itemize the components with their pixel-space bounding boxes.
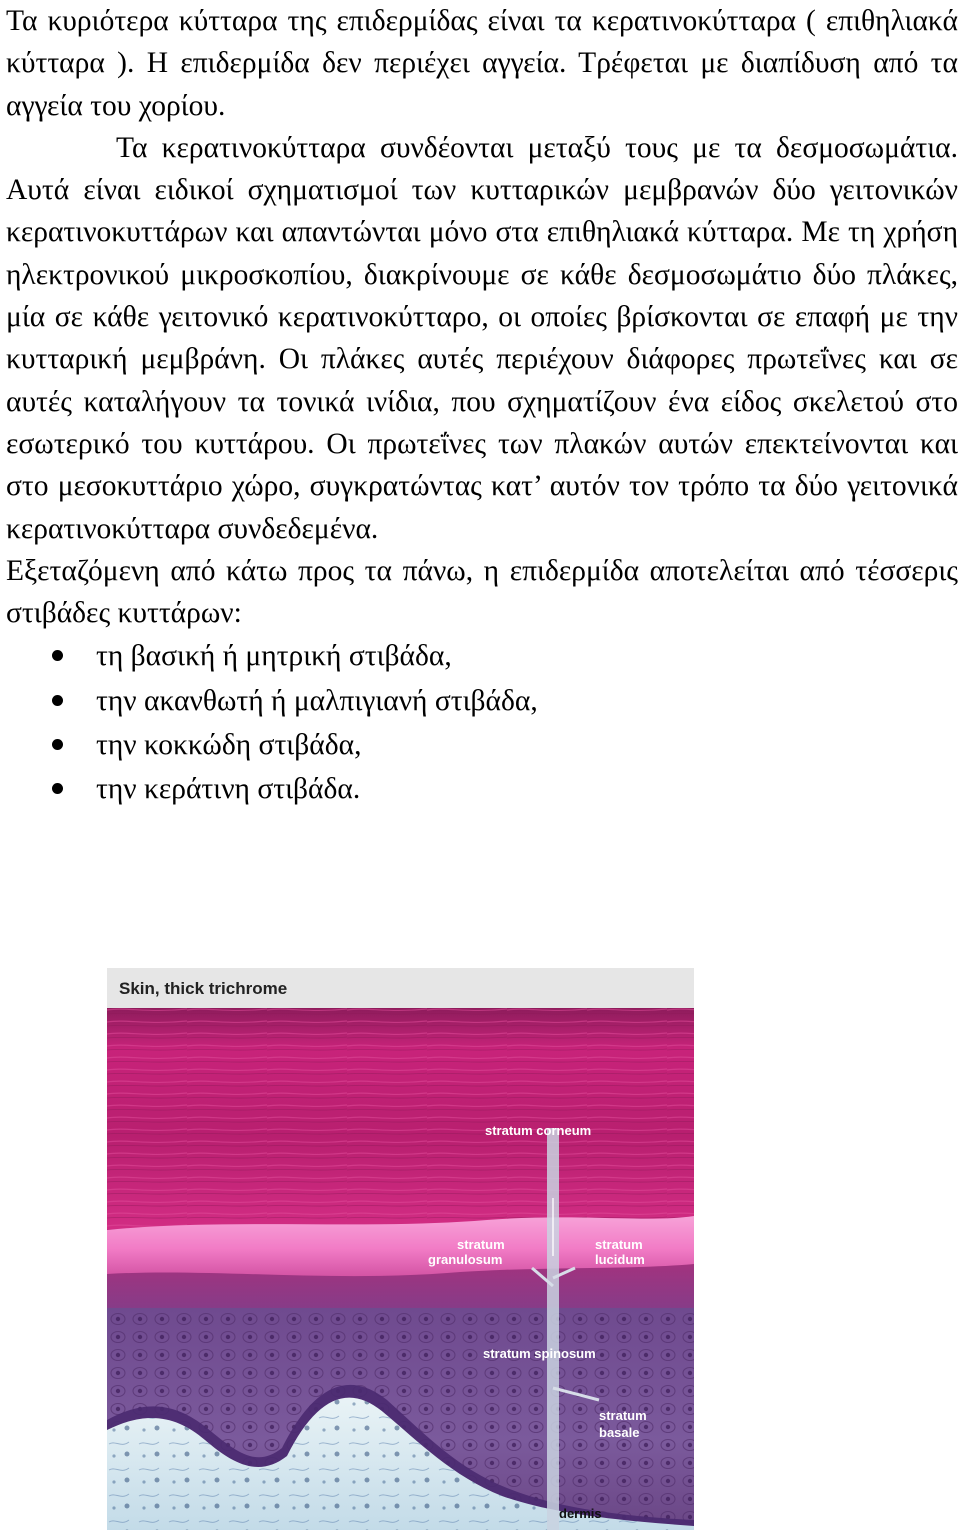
- list-item-text: την ακανθωτή ή μαλπιγιανή στιβάδα,: [96, 684, 538, 717]
- list-item-text: τη βασική ή μητρική στιβάδα,: [96, 640, 452, 673]
- label-stratum-basale-line2: basale: [599, 1425, 640, 1440]
- layers-list: [6, 634, 958, 811]
- list-item-text: την κοκκώδη στιβάδα,: [96, 729, 362, 762]
- layer-marker-bar: [547, 1128, 559, 1530]
- paragraph-layers-intro: Εξεταζόμενη από κάτω προς τα πάνω, η επιδερμίδα αποτελείται από τέσσερις στιβάδες κυττάρων:: [6, 554, 958, 630]
- label-stratum-corneum: stratum corneum: [485, 1123, 592, 1138]
- bullet-icon: [52, 739, 63, 750]
- label-stratum-lucidum-line2: lucidum: [595, 1252, 645, 1267]
- histology-image: [107, 968, 694, 1530]
- list-item: [6, 767, 958, 811]
- bullet-icon: [52, 695, 63, 706]
- list-item: [6, 723, 958, 767]
- paragraph-desmosomes: Τα κερατινοκύτταρα συνδέονται μεταξύ τους με τα δεσμοσωμάτια. Αυτά είναι ειδικοί σχηματισμοί των κυτταρικών μεμβρανών δύο γειτονικών κερατινοκυττάρων και απαντώνται μόνο στα επιθηλιακά κύτταρα. Με τη χρήση ηλεκτρονικού μικροσκοπίου, διακρίνουμε σε κάθε δεσμοσωμάτιο δύο πλάκες, μία σε κάθε γειτονικό κερατινοκύτταρο, οι οποίες βρίσκονται σε επαφή με την κυτταρική μεμβράνη. Οι πλάκες αυτές περιέχουν διάφορες πρωτεΐνες και σε αυτές καταλήγουν τα τονικά ινίδια, που σχηματίζουν ένα είδος σκελετού στο εσωτερικό του κυττάρου. Οι πρωτεΐνες των πλακών αυτών επεκτείνονται και στο μεσοκυττάριο χώρο, συγκρατώντας κατ’ αυτόν τον τρόπο τα δύο γειτονικά κερατινοκύτταρα συνδεδεμένα.: [6, 131, 958, 545]
- skin-histology-figure: [107, 968, 694, 1530]
- corneum-texture: [107, 1008, 694, 1240]
- list-item: [6, 679, 958, 723]
- bullet-icon: [52, 783, 63, 794]
- label-stratum-basale-line1: stratum: [599, 1408, 647, 1423]
- label-stratum-spinosum: stratum spinosum: [483, 1346, 596, 1361]
- paragraph-intro: Τα κυριότερα κύτταρα της επιδερμίδας είναι τα κερατινοκύτταρα ( επιθηλιακά κύτταρα ). Η επιδερμίδα δεν περιέχει αγγεία. Τρέφεται με διαπίδυση από τα αγγεία του χορίου.: [6, 5, 958, 122]
- bullet-icon: [52, 650, 63, 661]
- figure-title: Skin, thick trichrome: [119, 979, 288, 998]
- label-dermis: dermis: [559, 1506, 602, 1521]
- label-stratum-granulosum-line1: stratum: [457, 1237, 505, 1252]
- list-item-text: την κεράτινη στιβάδα.: [96, 773, 361, 806]
- label-stratum-granulosum-line2: granulosum: [428, 1252, 503, 1267]
- label-stratum-lucidum-line1: stratum: [595, 1237, 643, 1252]
- text-body: [6, 0, 958, 812]
- list-item: [6, 634, 958, 678]
